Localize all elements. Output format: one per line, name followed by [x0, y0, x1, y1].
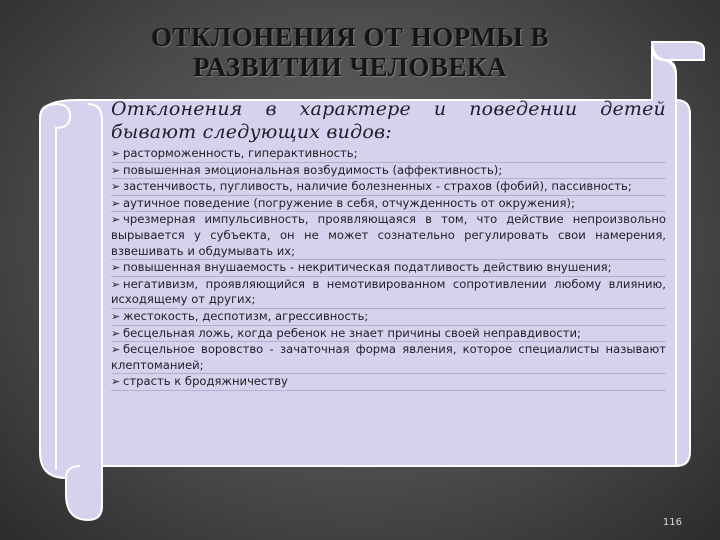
- list-item: [111, 179, 666, 196]
- list-item: [111, 212, 666, 260]
- title-line-1: ОТКЛОНЕНИЯ ОТ НОРМЫ В: [151, 22, 549, 52]
- list-item: [111, 374, 666, 391]
- arrow-bullet-icon: ➢: [111, 196, 121, 210]
- deviation-list: [111, 146, 666, 391]
- arrow-bullet-icon: ➢: [111, 309, 121, 323]
- page-number: 116: [662, 517, 682, 528]
- arrow-bullet-icon: ➢: [111, 213, 121, 227]
- list-item-text: бесцельное воровство - зачаточная форма явления, которое специалисты называют клептоманией;: [111, 342, 666, 372]
- list-item-text: негативизм, проявляющийся в немотивированном сопротивлении любому влиянию, исходящему от других;: [111, 276, 666, 307]
- arrow-bullet-icon: ➢: [111, 326, 121, 340]
- slide-title: [100, 22, 600, 82]
- list-item: [111, 277, 666, 309]
- list-item-text: чрезмерная импульсивность, проявляющаяся в том, что действие непроизвольно вырывается у субъекта, он не может сознательно регулировать свои намерения, взвешивать и обдумывать их;: [111, 212, 666, 258]
- content-area: [111, 100, 666, 391]
- scroll-top-curl: [652, 42, 704, 60]
- arrow-bullet-icon: ➢: [111, 261, 121, 275]
- list-item: [111, 326, 666, 343]
- list-item: [111, 309, 666, 326]
- list-item-text: расторможенность, гиперактивность;: [123, 146, 358, 160]
- title-line-2: РАЗВИТИИ ЧЕЛОВЕКА: [192, 52, 508, 82]
- arrow-bullet-icon: ➢: [111, 343, 121, 357]
- list-item: [111, 196, 666, 213]
- arrow-bullet-icon: ➢: [111, 147, 121, 160]
- list-item: [111, 146, 666, 163]
- list-item: [111, 260, 666, 277]
- list-item-text: жестокость, деспотизм, агрессивность;: [123, 308, 369, 323]
- list-item-text: страсть к бродяжничеству: [123, 374, 288, 389]
- list-item: [111, 342, 666, 374]
- intro-line-2: бывают следующих видов:: [111, 121, 392, 143]
- arrow-bullet-icon: ➢: [111, 277, 121, 291]
- list-item: [111, 163, 666, 180]
- arrow-bullet-icon: ➢: [111, 163, 121, 177]
- list-item-text: повышенная эмоциональная возбудимость (аффективность);: [123, 162, 503, 177]
- arrow-bullet-icon: ➢: [111, 375, 121, 389]
- arrow-bullet-icon: ➢: [111, 180, 121, 194]
- list-item-text: аутичное поведение (погружение в себя, отчужденность от окружения);: [123, 195, 575, 210]
- intro-line-1: Отклонения в характере и поведении детей: [111, 98, 666, 120]
- list-item-text: бесцельная ложь, когда ребенок не знает причины своей неправдивости;: [123, 325, 581, 340]
- list-item-text: застенчивость, пугливость, наличие болезненных - страхов (фобий), пассивность;: [123, 179, 632, 194]
- list-item-text: повышенная внушаемость - некритическая податливость действию внушения;: [123, 260, 612, 275]
